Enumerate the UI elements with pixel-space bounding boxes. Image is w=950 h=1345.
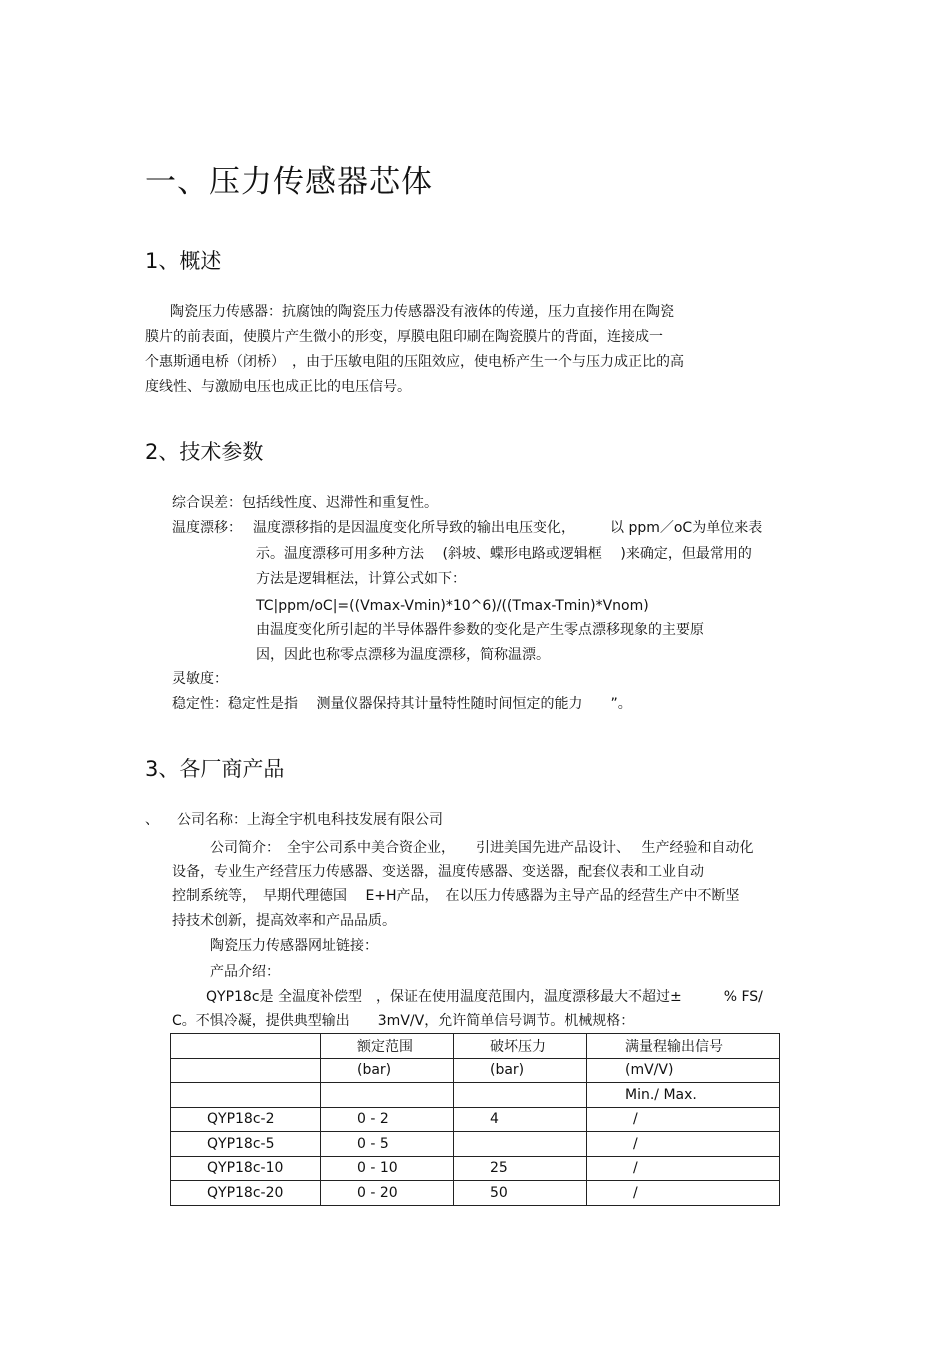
paragraph-line: 陶瓷压力传感器：抗腐蚀的陶瓷压力传感器没有液体的传递，压力直接作用在陶瓷 xyxy=(170,304,674,320)
table-row xyxy=(171,1156,780,1181)
product-intro-label: 产品介绍： xyxy=(210,964,280,980)
paragraph-line: 度线性、与激励电压也成正比的电压信号。 xyxy=(145,379,411,395)
section-heading-tech-params: 2、技术参数 xyxy=(145,440,264,464)
stability-line: 稳定性：稳定性是指 测量仪器保持其计量特性随时间恒定的能力 ”。 xyxy=(172,696,632,712)
burst-cell: 50 xyxy=(454,1181,587,1206)
table-row xyxy=(171,1107,780,1132)
drift-line: 示。温度漂移可用多种方法 (斜坡、蝶形电路或逻辑框 )来确定，但最常用的 xyxy=(256,546,752,562)
table-header-cell: (bar) xyxy=(321,1058,454,1083)
output-cell: / xyxy=(587,1156,780,1181)
range-cell: 0 - 5 xyxy=(321,1132,454,1157)
range-cell: 0 - 20 xyxy=(321,1181,454,1206)
table-row xyxy=(171,1132,780,1157)
burst-cell: 4 xyxy=(454,1107,587,1132)
drift-line: 温度漂移指的是因温度变化所导致的输出电压变化， 以 ppm／oC为单位来表 xyxy=(253,520,763,536)
model-cell: QYP18c-20 xyxy=(171,1181,321,1206)
drift-line: 因，因此也称零点漂移为温度漂移，简称温漂。 xyxy=(256,647,550,663)
spec-table xyxy=(170,1033,780,1206)
drift-line: 方法是逻辑框法，计算公式如下： xyxy=(256,571,466,587)
range-cell: 0 - 10 xyxy=(321,1156,454,1181)
accuracy-line: 综合误差：包括线性度、迟滞性和重复性。 xyxy=(172,495,438,511)
list-bullet: 、 xyxy=(145,812,159,828)
company-intro-line: 持技术创新，提高效率和产品品质。 xyxy=(172,913,396,929)
table-header-cell: (mV/V) xyxy=(587,1058,780,1083)
drift-line: 由温度变化所引起的半导体器件参数的变化是产生零点漂移现象的主要原 xyxy=(256,622,704,638)
table-header-row xyxy=(171,1034,780,1059)
website-link-label: 陶瓷压力传感器网址链接： xyxy=(210,938,378,954)
table-cell xyxy=(171,1083,321,1108)
table-header-cell: 满量程输出信号 xyxy=(587,1034,780,1059)
drift-formula: TC|ppm/oC|=((Vmax-Vmin)*10^6)/((Tmax-Tmin)*Vnom) xyxy=(256,598,649,614)
page-title: 一、压力传感器芯体 xyxy=(145,164,433,200)
table-header-cell: 额定范围 xyxy=(321,1034,454,1059)
burst-cell xyxy=(454,1132,587,1157)
section-heading-vendors: 3、各厂商产品 xyxy=(145,757,285,781)
company-intro-line: 设备，专业生产经营压力传感器、变送器，温度传感器、变送器，配套仪表和工业自动 xyxy=(172,864,704,880)
table-header-row xyxy=(171,1083,780,1108)
output-cell: / xyxy=(587,1107,780,1132)
table-cell xyxy=(171,1034,321,1059)
paragraph-line: 膜片的前表面，使膜片产生微小的形变，厚膜电阻印刷在陶瓷膜片的背面，连接成一 xyxy=(145,329,663,345)
model-cell: QYP18c-5 xyxy=(171,1132,321,1157)
model-cell: QYP18c-2 xyxy=(171,1107,321,1132)
table-cell xyxy=(321,1083,454,1108)
table-header-row xyxy=(171,1058,780,1083)
product-desc-line: C。不惧冷凝，提供典型输出 3mV/V，允许简单信号调节。机械规格： xyxy=(172,1013,635,1029)
table-cell xyxy=(171,1058,321,1083)
company-name: 公司名称：上海全宇机电科技发展有限公司 xyxy=(177,812,443,828)
product-desc-line: QYP18c是 全温度补偿型 ，保证在使用温度范围内，温度漂移最大不超过± % FS/ xyxy=(206,989,763,1005)
burst-cell: 25 xyxy=(454,1156,587,1181)
table-header-cell: 破坏压力 xyxy=(454,1034,587,1059)
company-intro-line: 公司简介： 全宇公司系中美合资企业， 引进美国先进产品设计、 生产经验和自动化 xyxy=(210,840,754,856)
table-header-cell: Min./ Max. xyxy=(587,1083,780,1108)
output-cell: / xyxy=(587,1132,780,1157)
table-cell xyxy=(454,1083,587,1108)
table-row xyxy=(171,1181,780,1206)
range-cell: 0 - 2 xyxy=(321,1107,454,1132)
paragraph-line: 个惠斯通电桥（闭桥） ，由于压敏电阻的压阻效应，使电桥产生一个与压力成正比的高 xyxy=(145,354,684,370)
section-heading-overview: 1、概述 xyxy=(145,249,222,273)
output-cell: / xyxy=(587,1181,780,1206)
drift-label: 温度漂移： xyxy=(172,520,242,536)
model-cell: QYP18c-10 xyxy=(171,1156,321,1181)
table-header-cell: (bar) xyxy=(454,1058,587,1083)
company-intro-line: 控制系统等， 早期代理德国 E+H产品， 在以压力传感器为主导产品的经营生产中不断坚 xyxy=(172,888,740,904)
sensitivity-line: 灵敏度： xyxy=(172,671,228,687)
